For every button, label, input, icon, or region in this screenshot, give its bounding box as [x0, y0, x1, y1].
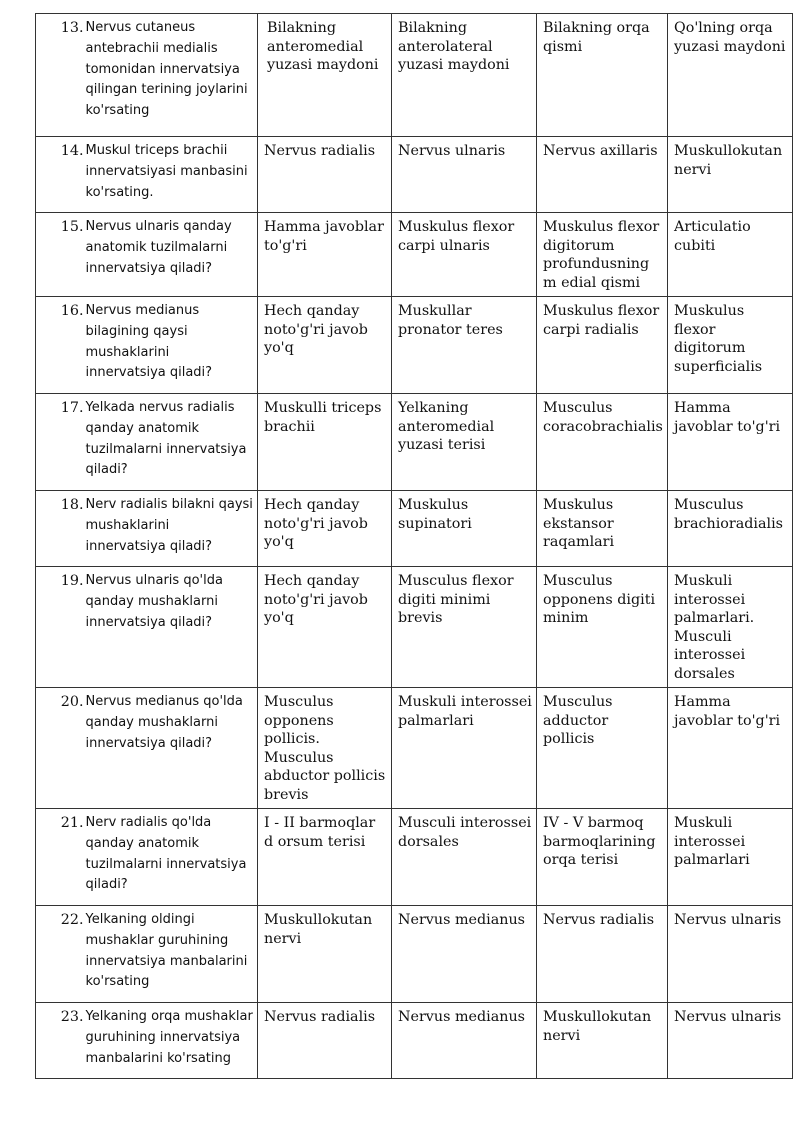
answer-option-d: Qo'lning orqa yuzasi maydoni — [668, 14, 793, 137]
answer-option-a: Muskulli triceps brachii — [258, 394, 392, 491]
question-number: 16. — [36, 297, 84, 394]
question-number: 21. — [36, 809, 84, 906]
question-number: 22. — [36, 906, 84, 1003]
answer-option-d: Muskullokutan nervi — [668, 137, 793, 213]
table-row — [36, 297, 793, 394]
question-text: Nervus ulnaris qo'lda qanday mushaklarni innervatsiya qiladi? — [84, 567, 258, 688]
answer-option-b: Nervus ulnaris — [392, 137, 537, 213]
answer-option-d: Articulatio cubiti — [668, 213, 793, 297]
question-number: 18. — [36, 491, 84, 567]
answer-option-c: IV - V barmoq barmoqlarining orqa terisi — [537, 809, 668, 906]
answer-option-d: Hamma javoblar to'g'ri — [668, 688, 793, 809]
answer-option-c: Musculus coracobrachialis — [537, 394, 668, 491]
question-number: 17. — [36, 394, 84, 491]
answer-option-a: Bilakning anteromedial yuzasi maydoni — [258, 14, 392, 137]
answer-option-b: Nervus medianus — [392, 906, 537, 1003]
question-text: Yelkaning orqa mushaklar guruhining innervatsiya manbalarini ko'rsating — [84, 1003, 258, 1079]
answer-option-c: Muskulus flexor digitorum profundusning m edial qismi — [537, 213, 668, 297]
answer-option-b: Muskuli interossei palmarlari — [392, 688, 537, 809]
answer-option-a: Hech qanday noto'g'ri javob yo'q — [258, 567, 392, 688]
answer-option-b: Muskullar pronator teres — [392, 297, 537, 394]
answer-option-a: Hech qanday noto'g'ri javob yo'q — [258, 491, 392, 567]
answer-option-d: Muskuli interossei palmarlari — [668, 809, 793, 906]
question-text: Yelkada nervus radialis qanday anatomik tuzilmalarni innervatsiya qiladi? — [84, 394, 258, 491]
answer-option-c: Nervus radialis — [537, 906, 668, 1003]
answer-option-a: Nervus radialis — [258, 1003, 392, 1079]
answer-option-d: Nervus ulnaris — [668, 1003, 793, 1079]
question-number: 15. — [36, 213, 84, 297]
quiz-table — [35, 13, 793, 1079]
answer-option-d: Muskulus flexor digitorum superficialis — [668, 297, 793, 394]
answer-option-c: Musculus opponens digiti minim — [537, 567, 668, 688]
question-text: Nervus medianus bilagining qaysi mushaklarini innervatsiya qiladi? — [84, 297, 258, 394]
answer-option-c: Muskulus ekstansor raqamlari — [537, 491, 668, 567]
question-text: Nerv radialis bilakni qaysi mushaklarini innervatsiya qiladi? — [84, 491, 258, 567]
table-row — [36, 14, 793, 137]
answer-option-a: Hech qanday noto'g'ri javob yo'q — [258, 297, 392, 394]
answer-option-c: Muskullokutan nervi — [537, 1003, 668, 1079]
table-row — [36, 906, 793, 1003]
question-number: 19. — [36, 567, 84, 688]
table-row — [36, 1003, 793, 1079]
question-text: Nervus cutaneus antebrachii medialis tomonidan innervatsiya qilingan terining joylarini ko'rsating — [84, 14, 258, 137]
question-text: Nerv radialis qo'lda qanday anatomik tuzilmalarni innervatsiya qiladi? — [84, 809, 258, 906]
answer-option-a: Nervus radialis — [258, 137, 392, 213]
question-number: 20. — [36, 688, 84, 809]
question-number: 13. — [36, 14, 84, 137]
table-row — [36, 394, 793, 491]
answer-option-d: Musculus brachioradialis — [668, 491, 793, 567]
answer-option-a: Musculus opponens pollicis. Musculus abductor pollicis brevis — [258, 688, 392, 809]
table-row — [36, 491, 793, 567]
answer-option-c: Musculus adductor pollicis — [537, 688, 668, 809]
answer-option-b: Muskulus flexor carpi ulnaris — [392, 213, 537, 297]
answer-option-b: Musculus flexor digiti minimi brevis — [392, 567, 537, 688]
question-text: Nervus ulnaris qanday anatomik tuzilmalarni innervatsiya qiladi? — [84, 213, 258, 297]
answer-option-a: Hamma javoblar to'g'ri — [258, 213, 392, 297]
answer-option-d: Nervus ulnaris — [668, 906, 793, 1003]
answer-option-b: Yelkaning anteromedial yuzasi terisi — [392, 394, 537, 491]
answer-option-a: Muskullokutan nervi — [258, 906, 392, 1003]
answer-option-c: Nervus axillaris — [537, 137, 668, 213]
answer-option-d: Muskuli interossei palmarlari. Musculi interossei dorsales — [668, 567, 793, 688]
question-text: Yelkaning oldingi mushaklar guruhining innervatsiya manbalarini ko'rsating — [84, 906, 258, 1003]
question-number: 14. — [36, 137, 84, 213]
answer-option-b: Musculi interossei dorsales — [392, 809, 537, 906]
answer-option-d: Hamma javoblar to'g'ri — [668, 394, 793, 491]
table-row — [36, 137, 793, 213]
answer-option-b: Bilakning anterolateral yuzasi maydoni — [392, 14, 537, 137]
table-row — [36, 688, 793, 809]
answer-option-c: Bilakning orqa qismi — [537, 14, 668, 137]
table-row — [36, 809, 793, 906]
table-row — [36, 567, 793, 688]
answer-option-b: Nervus medianus — [392, 1003, 537, 1079]
question-text: Nervus medianus qo'lda qanday mushaklarni innervatsiya qiladi? — [84, 688, 258, 809]
question-text: Muskul triceps brachii innervatsiyasi manbasini ko'rsating. — [84, 137, 258, 213]
answer-option-c: Muskulus flexor carpi radialis — [537, 297, 668, 394]
answer-option-a: I - II barmoqlar d orsum terisi — [258, 809, 392, 906]
answer-option-b: Muskulus supinatori — [392, 491, 537, 567]
table-row — [36, 213, 793, 297]
question-number: 23. — [36, 1003, 84, 1079]
